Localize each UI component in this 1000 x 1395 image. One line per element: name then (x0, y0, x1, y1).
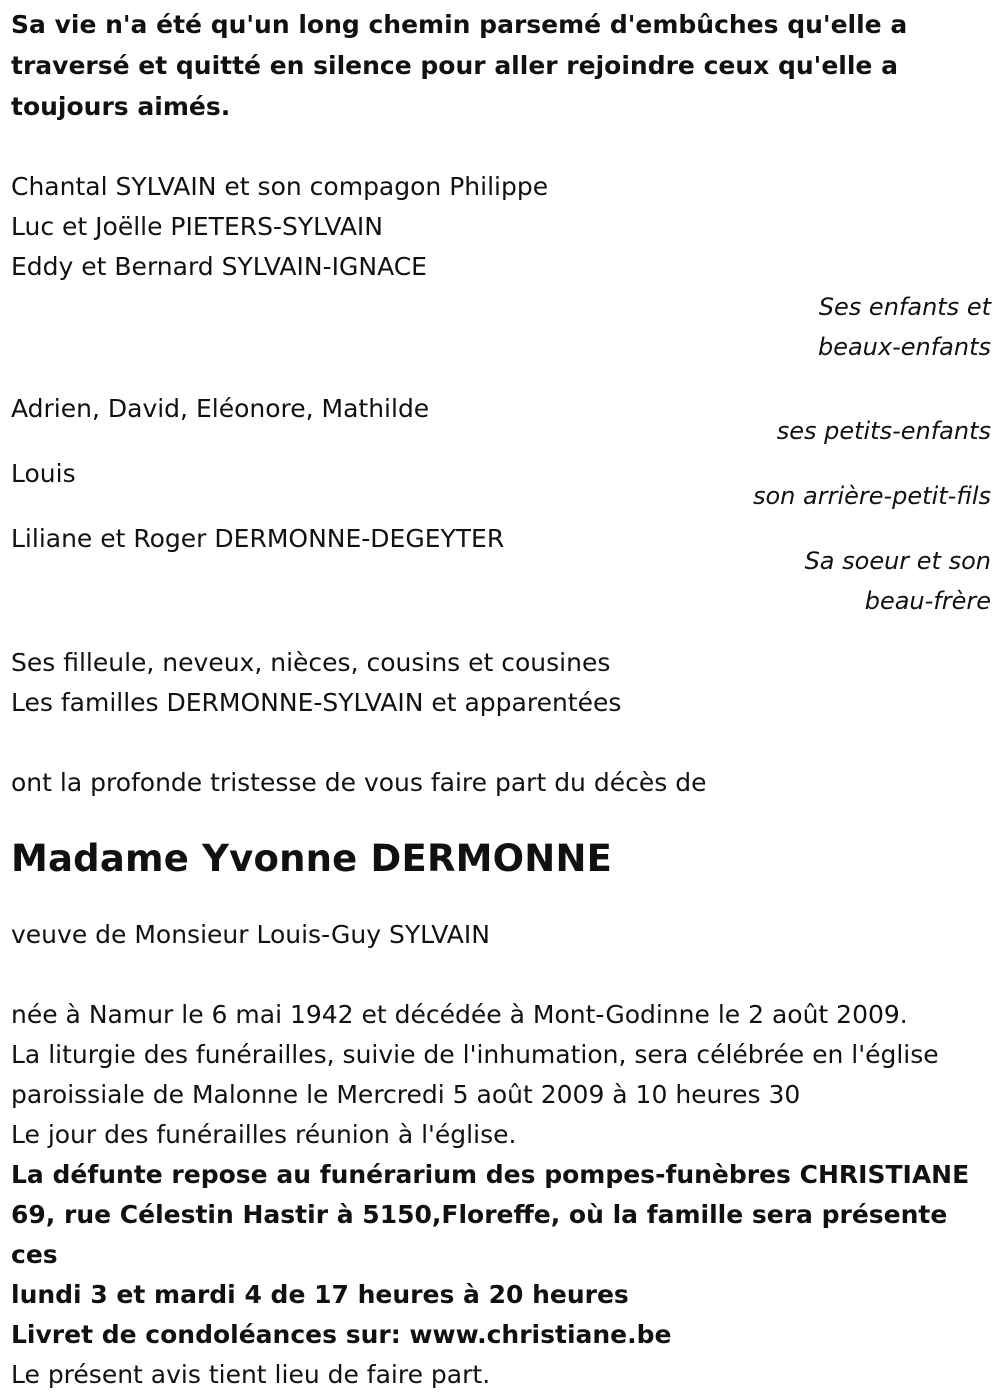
intro-text: Sa vie n'a été qu'un long chemin parsemé d'embûches qu'elle a traversé et quitté en silence pour aller rejoindre ceux qu'elle a toujours aimés. (11, 10, 908, 121)
family-group-sister (11, 519, 991, 621)
closing-text: Le présent avis tient lieu de faire part. (11, 1360, 491, 1389)
funerarium-info (11, 1155, 991, 1355)
detail-line: paroissiale de Malonne le Mercredi 5 août 2009 à 10 heures 30 (11, 1080, 801, 1109)
family-group-great-grandchild (11, 454, 991, 516)
family-name: Ses filleule, neveux, nièces, cousins et cousines (11, 648, 611, 677)
relation-label: son arrière-petit-fils (752, 482, 991, 510)
family-name: Adrien, David, Eléonore, Mathilde (11, 394, 430, 423)
condolences-link-text: Livret de condoléances sur: www.christiane.be (11, 1320, 672, 1349)
spacer (11, 127, 991, 167)
detail-line: La liturgie des funérailles, suivie de l'inhumation, sera célébrée en l'église (11, 1040, 939, 1069)
family-name: Eddy et Bernard SYLVAIN-IGNACE (11, 252, 427, 281)
spacer (11, 955, 991, 995)
family-group-grandchildren (11, 389, 991, 451)
widow-of-text: veuve de Monsieur Louis-Guy SYLVAIN (11, 920, 490, 949)
family-name: Les familles DERMONNE-SYLVAIN et apparentées (11, 688, 622, 717)
obituary-notice (11, 4, 991, 1395)
family-name: Chantal SYLVAIN et son compagon Philippe (11, 172, 549, 201)
spacer (11, 723, 991, 763)
extended-family (11, 643, 991, 723)
family-name: Liliane et Roger DERMONNE-DEGEYTER (11, 524, 505, 553)
family-group-children (11, 167, 991, 367)
funerarium-line: La défunte repose au funérarium des pompes-funèbres CHRISTIANE (11, 1160, 970, 1189)
relation-label: beaux-enfants (817, 333, 991, 361)
funeral-details (11, 995, 991, 1155)
funerarium-line: 69, rue Célestin Hastir à 5150,Floreffe, où la famille sera présente ces (11, 1200, 948, 1269)
relation-label: Ses enfants et (818, 293, 991, 321)
funerarium-line: lundi 3 et mardi 4 de 17 heures à 20 heures (11, 1280, 629, 1309)
detail-line: Le jour des funérailles réunion à l'église. (11, 1120, 517, 1149)
detail-line: née à Namur le 6 mai 1942 et décédée à Mont-Godinne le 2 août 2009. (11, 1000, 908, 1029)
announcement-text: ont la profonde tristesse de vous faire part du décès de (11, 768, 707, 797)
deceased-name: Madame Yvonne DERMONNE (11, 837, 613, 880)
family-name: Luc et Joëlle PIETERS-SYLVAIN (11, 212, 383, 241)
relation-label: beau-frère (864, 587, 991, 615)
relation-label: Sa soeur et son (804, 547, 991, 575)
relation-label: ses petits-enfants (776, 417, 991, 445)
family-name: Louis (11, 459, 76, 488)
